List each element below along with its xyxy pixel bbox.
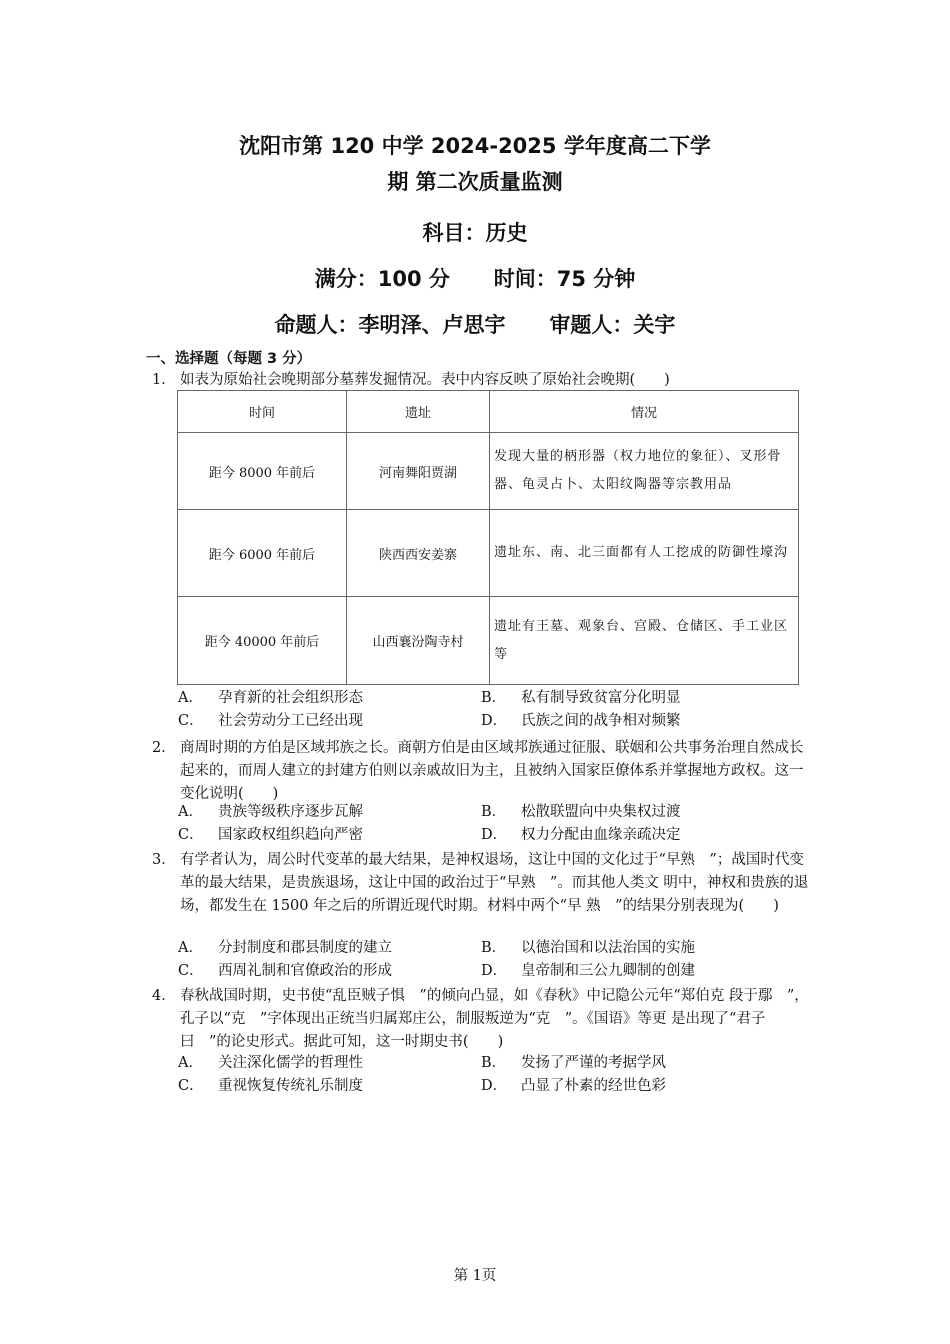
option-a[interactable]	[178, 801, 363, 824]
table-cell: 发现大量的柄形器（权力地位的象征）、叉形骨器、龟灵占卜、太阳纹陶器等宗教用品	[490, 433, 799, 510]
option-c[interactable]	[178, 710, 363, 733]
option-letter: A．	[178, 690, 203, 706]
table-cell: 距今 6000 年前后	[178, 510, 347, 597]
option-letter: D．	[481, 963, 508, 979]
table-cell: 陕西西安姜寨	[347, 510, 490, 597]
table-row	[178, 597, 799, 685]
option-d[interactable]	[481, 1075, 666, 1098]
option-letter: A．	[178, 804, 203, 820]
option-b[interactable]	[481, 687, 681, 710]
table-header-cell: 情况	[490, 391, 799, 433]
section-title: 一、选择题（每题 3 分）	[146, 351, 312, 367]
question-stem: 商周时期的方伯是区域邦族之长。商朝方伯是由区域邦族通过征服、联姻和公共事务治理自然成长起来的，而周人建立的封建方伯则以亲戚故旧为主，且被纳入国家臣僚体系并掌握地方政权。这一变化说明( )	[180, 740, 804, 802]
option-text: 孕育新的社会组织形态	[218, 690, 363, 706]
question-2	[152, 737, 812, 806]
question-number: 3．	[152, 852, 176, 868]
page-number: 第 1页	[453, 1268, 497, 1284]
option-letter: D．	[481, 1078, 508, 1094]
option-letter: B．	[481, 804, 507, 820]
option-c[interactable]	[178, 824, 363, 847]
option-d[interactable]	[481, 710, 681, 733]
table-cell: 河南舞阳贾湖	[347, 433, 490, 510]
table-header-cell: 遗址	[347, 391, 490, 433]
option-text: 关注深化儒学的哲理性	[218, 1055, 363, 1071]
question-stem: 春秋战国时期，史书使“乱臣贼子惧 ”的倾向凸显，如《春秋》中记隐公元年“郑伯克 段于鄢 ”，孔子以“克 ”字体现出正统当归属郑庄公，制服叛逆为“克 ”。《国语》等更 是出现了“君子曰 ”的论史形式。据此可知，这一时期史书( )	[180, 988, 809, 1050]
option-b[interactable]	[481, 1052, 666, 1075]
question-1	[152, 369, 812, 392]
excavation-table	[177, 390, 799, 685]
option-c[interactable]	[178, 1075, 363, 1098]
option-a[interactable]	[178, 1052, 363, 1075]
question-number: 1．	[152, 372, 176, 388]
question-4	[152, 985, 812, 1054]
table-cell: 距今 8000 年前后	[178, 433, 347, 510]
option-letter: B．	[481, 690, 507, 706]
option-letter: D．	[481, 827, 508, 843]
option-letter: C．	[178, 713, 204, 729]
option-b[interactable]	[481, 937, 695, 960]
table-row	[178, 510, 799, 597]
option-text: 重视恢复传统礼乐制度	[218, 1078, 363, 1094]
question-number: 2．	[152, 740, 176, 756]
subject-label: 科目：历史	[422, 221, 528, 245]
question-3	[152, 849, 812, 918]
option-letter: B．	[481, 1055, 507, 1071]
option-text: 国家政权组织趋向严密	[218, 827, 363, 843]
question-stem: 如表为原始社会晚期部分墓葬发掘情况。表中内容反映了原始社会晚期( )	[180, 372, 670, 388]
option-a[interactable]	[178, 687, 363, 710]
question-number: 4．	[152, 988, 176, 1004]
question-stem: 有学者认为，周公时代变革的最大结果，是神权退场，这让中国的文化过于“早熟 ”；战国时代变革的最大结果，是贵族退场，这让中国的政治过于“早熟 ”。而其他人类文 明中，神权和贵族的退场，都发生在 1500 年之后的所谓近现代时期。材料中两个“早 熟 ”的结果分别表现为( )	[180, 852, 809, 914]
option-text: 西周礼制和官僚政治的形成	[218, 963, 392, 979]
option-text: 权力分配由血缘亲疏决定	[521, 827, 681, 843]
option-text: 贵族等级秩序逐步瓦解	[218, 804, 363, 820]
exam-title-line1: 沈阳市第 120 中学 2024-2025 学年度高二下学	[239, 134, 711, 158]
option-letter: D．	[481, 713, 508, 729]
table-cell: 距今 40000 年前后	[178, 597, 347, 685]
option-d[interactable]	[481, 960, 695, 983]
option-text: 发扬了严谨的考据学风	[521, 1055, 666, 1071]
option-text: 私有制导致贫富分化明显	[521, 690, 681, 706]
option-letter: C．	[178, 827, 204, 843]
table-cell: 山西襄汾陶寺村	[347, 597, 490, 685]
option-letter: B．	[481, 940, 507, 956]
authors-label: 命题人：李明泽、卢思宇 审题人：关宇	[274, 313, 676, 337]
table-cell: 遗址有王墓、观象台、宫殿、仓储区、手工业区等	[490, 597, 799, 685]
option-b[interactable]	[481, 801, 681, 824]
option-letter: A．	[178, 940, 203, 956]
option-text: 松散联盟向中央集权过渡	[521, 804, 681, 820]
option-letter: C．	[178, 1078, 204, 1094]
table-header-cell: 时间	[178, 391, 347, 433]
table-cell: 遗址东、南、北三面都有人工挖成的防御性壕沟	[490, 510, 799, 597]
option-text: 皇帝制和三公九卿制的创建	[521, 963, 695, 979]
option-letter: C．	[178, 963, 204, 979]
option-c[interactable]	[178, 960, 392, 983]
option-text: 社会劳动分工已经出现	[218, 713, 363, 729]
score-time-label: 满分：100 分 时间：75 分钟	[314, 267, 636, 291]
option-d[interactable]	[481, 824, 681, 847]
exam-title-line2: 期 第二次质量监测	[387, 170, 563, 194]
option-text: 以德治国和以法治国的实施	[521, 940, 695, 956]
option-text: 凸显了朴素的经世色彩	[521, 1078, 666, 1094]
option-a[interactable]	[178, 937, 392, 960]
option-letter: A．	[178, 1055, 203, 1071]
table-row	[178, 433, 799, 510]
table-header-row	[178, 391, 799, 433]
option-text: 分封制度和郡县制度的建立	[218, 940, 392, 956]
option-text: 氏族之间的战争相对频繁	[521, 713, 681, 729]
